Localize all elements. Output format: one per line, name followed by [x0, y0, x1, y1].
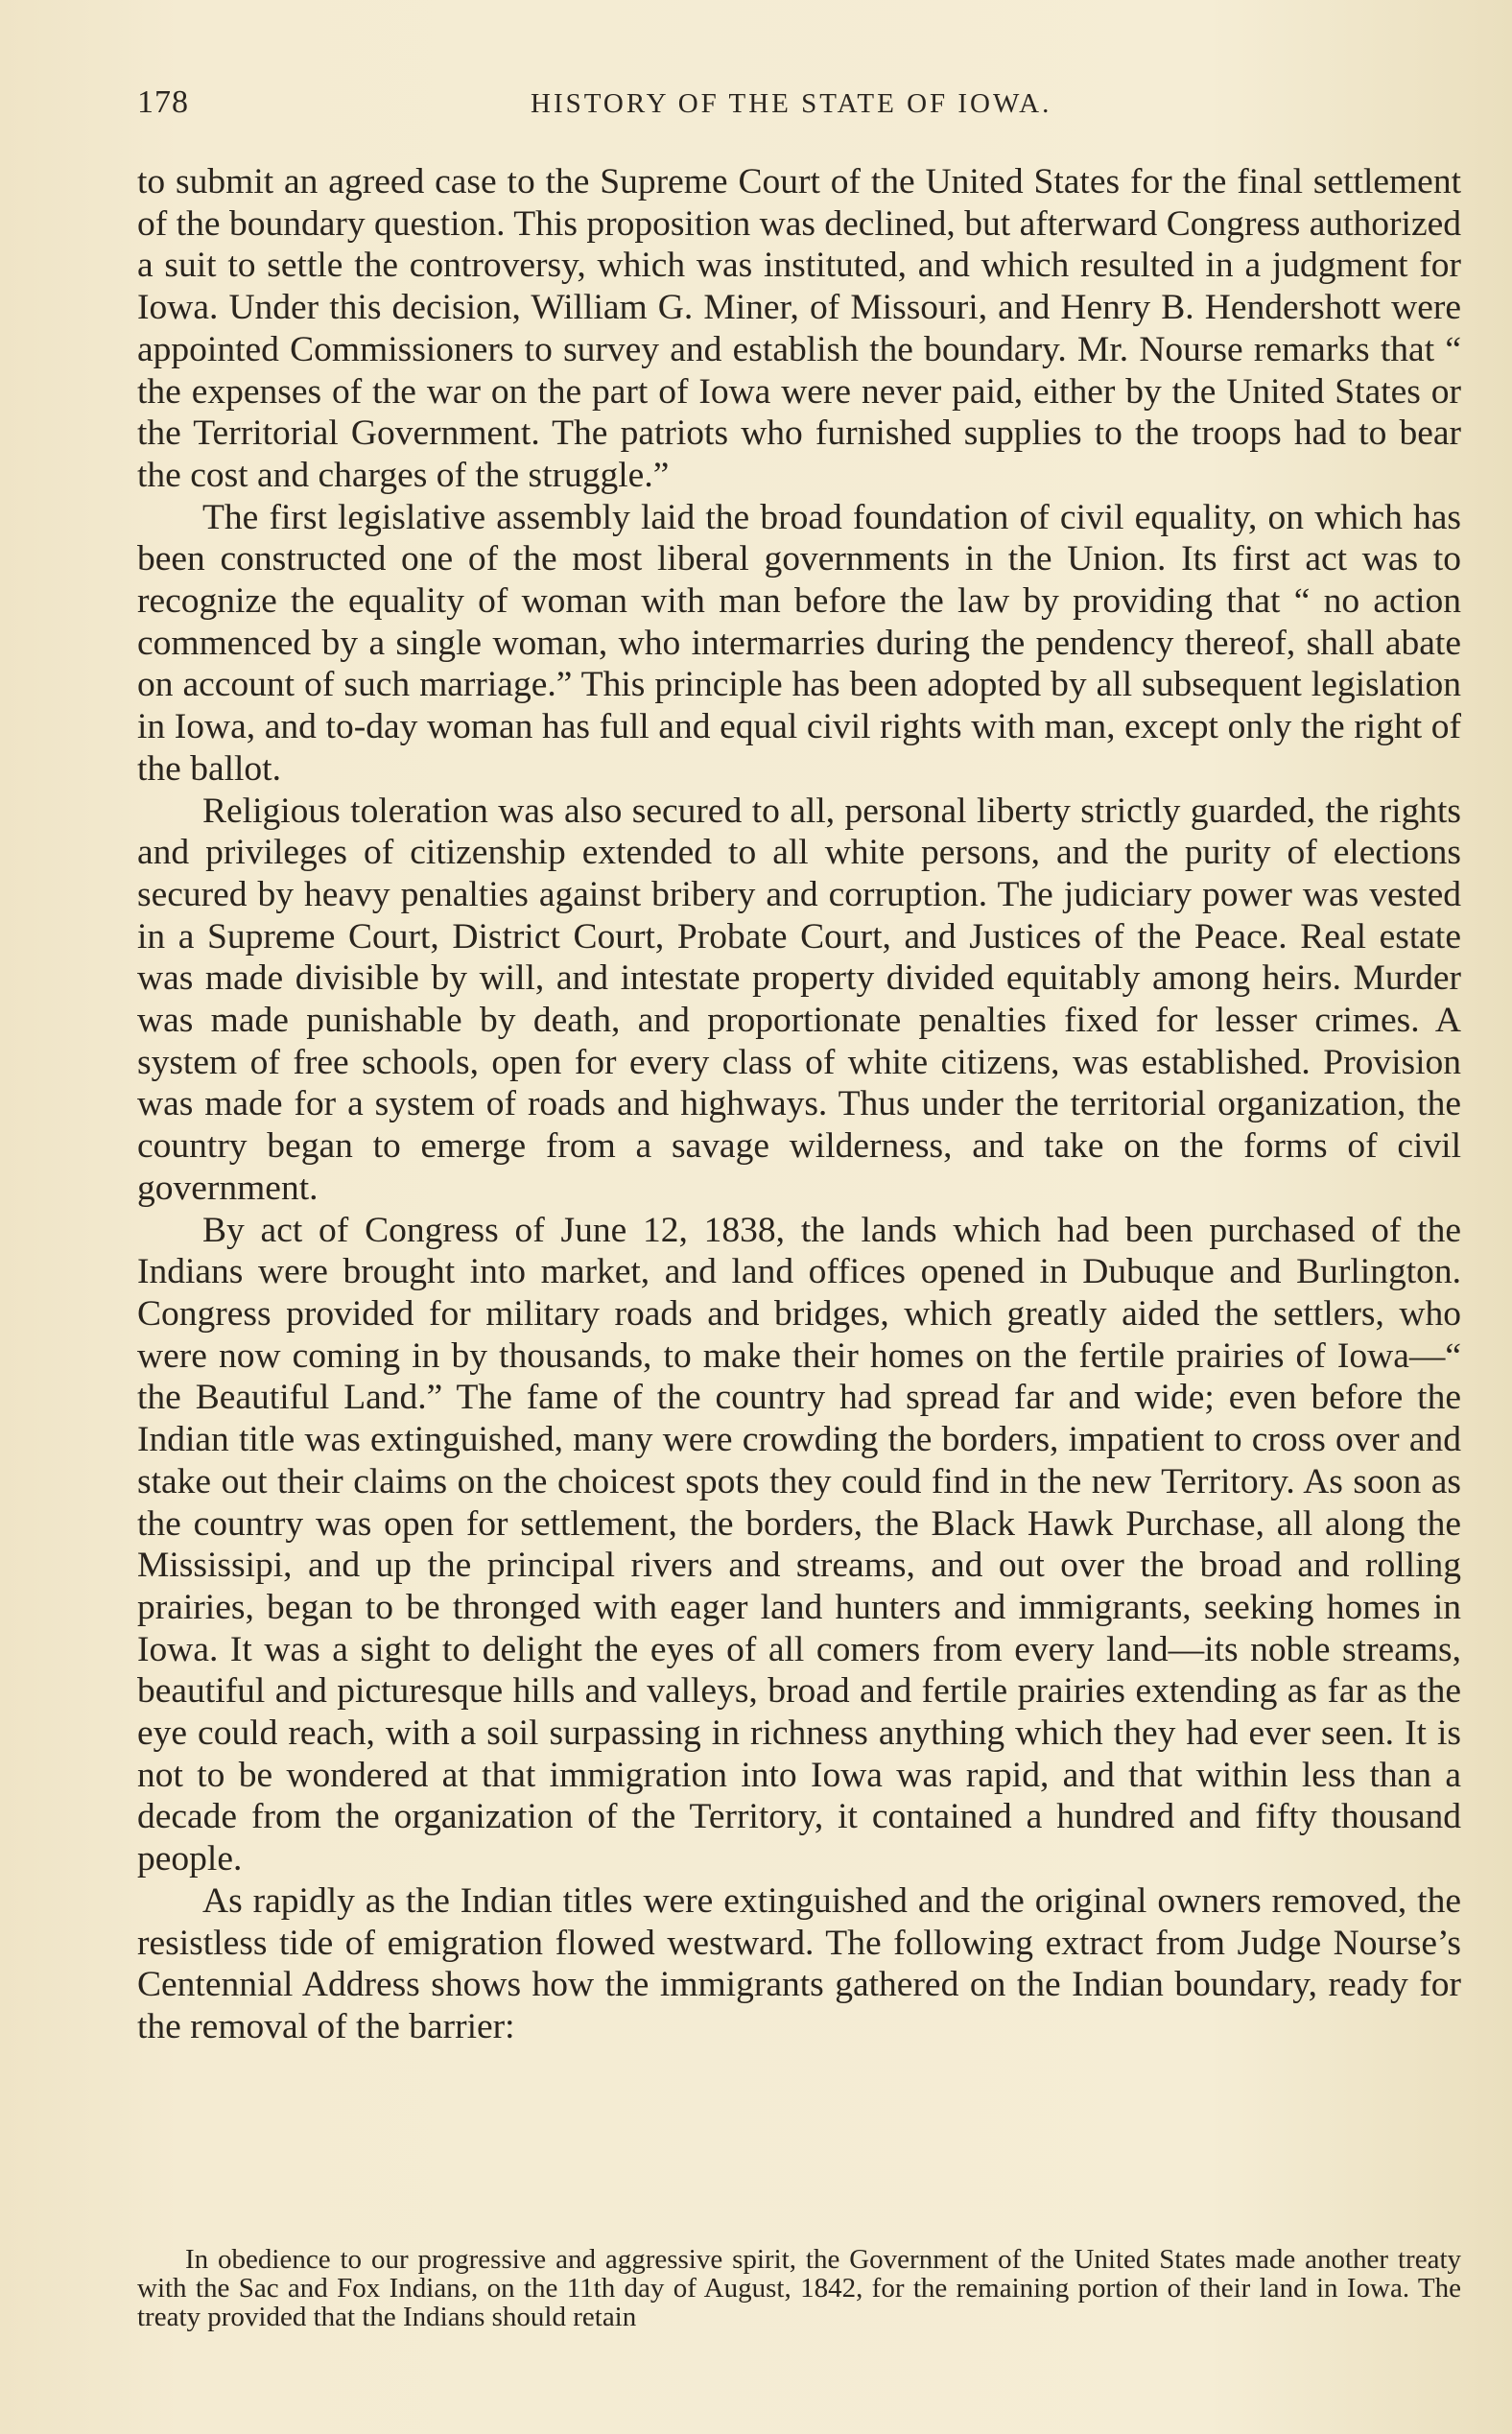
- body-text: [137, 161, 1461, 2048]
- paragraph-religious-toleration: Religious toleration was also secured to all, personal liberty strictly guarded, the rights and privileges of citizenship extended to all white persons, and the purity of elections secured by heavy penalties against bribery and corruption. The judiciary power was vested in a Supreme Court, District Court, Probate Court, and Justices of the Peace. Real estate was made divisible by will, and intestate property divided equitably among heirs. Murder was made punishable by death, and proportionate penalties fixed for lesser crimes. A system of free schools, open for every class of white citizens, was established. Provision was made for a system of roads and highways. Thus under the territorial organization, the country began to emerge from a savage wilderness, and take on the forms of civil government.: [137, 791, 1461, 1208]
- paragraph-act-of-congress: By act of Congress of June 12, 1838, the lands which had been purchased of the Indians were brought into market, and land offices opened in Dubuque and Burlington. Congress provided for military roads and bridges, which greatly aided the settlers, who were now coming in by thousands, to make their homes on the fertile prairies of Iowa—“ the Beautiful Land.” The fame of the country had spread far and wide; even before the Indian title was extinguished, many were crowding the borders, impatient to cross over and stake out their claims on the choicest spots they could find in the new Territory. As soon as the country was open for settlement, the borders, the Black Hawk Purchase, all along the Mississipi, and up the principal rivers and streams, and out over the broad and rolling prairies, began to be thronged with eager land hunters and immigrants, seeking homes in Iowa. It was a sight to delight the eyes of all comers from every land—its noble streams, beautiful and picturesque hills and valleys, broad and fertile prairies extending as far as the eye could reach, with a soil surpassing in richness anything which they had ever seen. It is not to be wondered at that immigration into Iowa was rapid, and that within less than a decade from the organization of the Territory, it contained a hundred and fifty thousand people.: [137, 1210, 1461, 1879]
- paragraph-legislative-assembly: The first legislative assembly laid the broad foundation of civil equality, on which has been constructed one of the most liberal governments in the Union. Its first act was to recognize the equality of woman with man before the law by providing that “ no action commenced by a single woman, who intermarries during the pendency thereof, shall abate on account of such marriage.” This principle has been adopted by all subsequent legislation in Iowa, and to-day woman has full and equal civil rights with man, except only the right of the ballot.: [137, 497, 1461, 789]
- paragraph-indian-titles: As rapidly as the Indian titles were extinguished and the original owners removed, the resistless tide of emigration flowed westward. The following extract from Judge Nourse’s Centennial Address shows how the immigrants gathered on the Indian boundary, ready for the removal of the barrier:: [137, 1880, 1461, 2046]
- page-number: 178: [137, 84, 189, 120]
- block-quote-extract: In obedience to our progressive and aggressive spirit, the Government of the United States made another treaty with the Sac and Fox Indians, on the 11th day of August, 1842, for the remaining portion of their land in Iowa. The treaty provided that the Indians should retain: [137, 2244, 1461, 2332]
- running-head: HISTORY OF THE STATE OF IOWA.: [531, 88, 1052, 119]
- page-header: [137, 84, 1461, 132]
- paragraph-boundary-case: to submit an agreed case to the Supreme Court of the United States for the final settlement of the boundary question. This proposition was declined, but afterward Congress authorized a suit to settle the controversy, which was instituted, and which resulted in a judgment for Iowa. Under this decision, William G. Miner, of Missouri, and Henry B. Hendershott were appointed Commissioners to survey and establish the boundary. Mr. Nourse remarks that “ the expenses of the war on the part of Iowa were never paid, either by the United States or the Territorial Government. The patriots who furnished supplies to the troops had to bear the cost and charges of the struggle.”: [137, 162, 1461, 495]
